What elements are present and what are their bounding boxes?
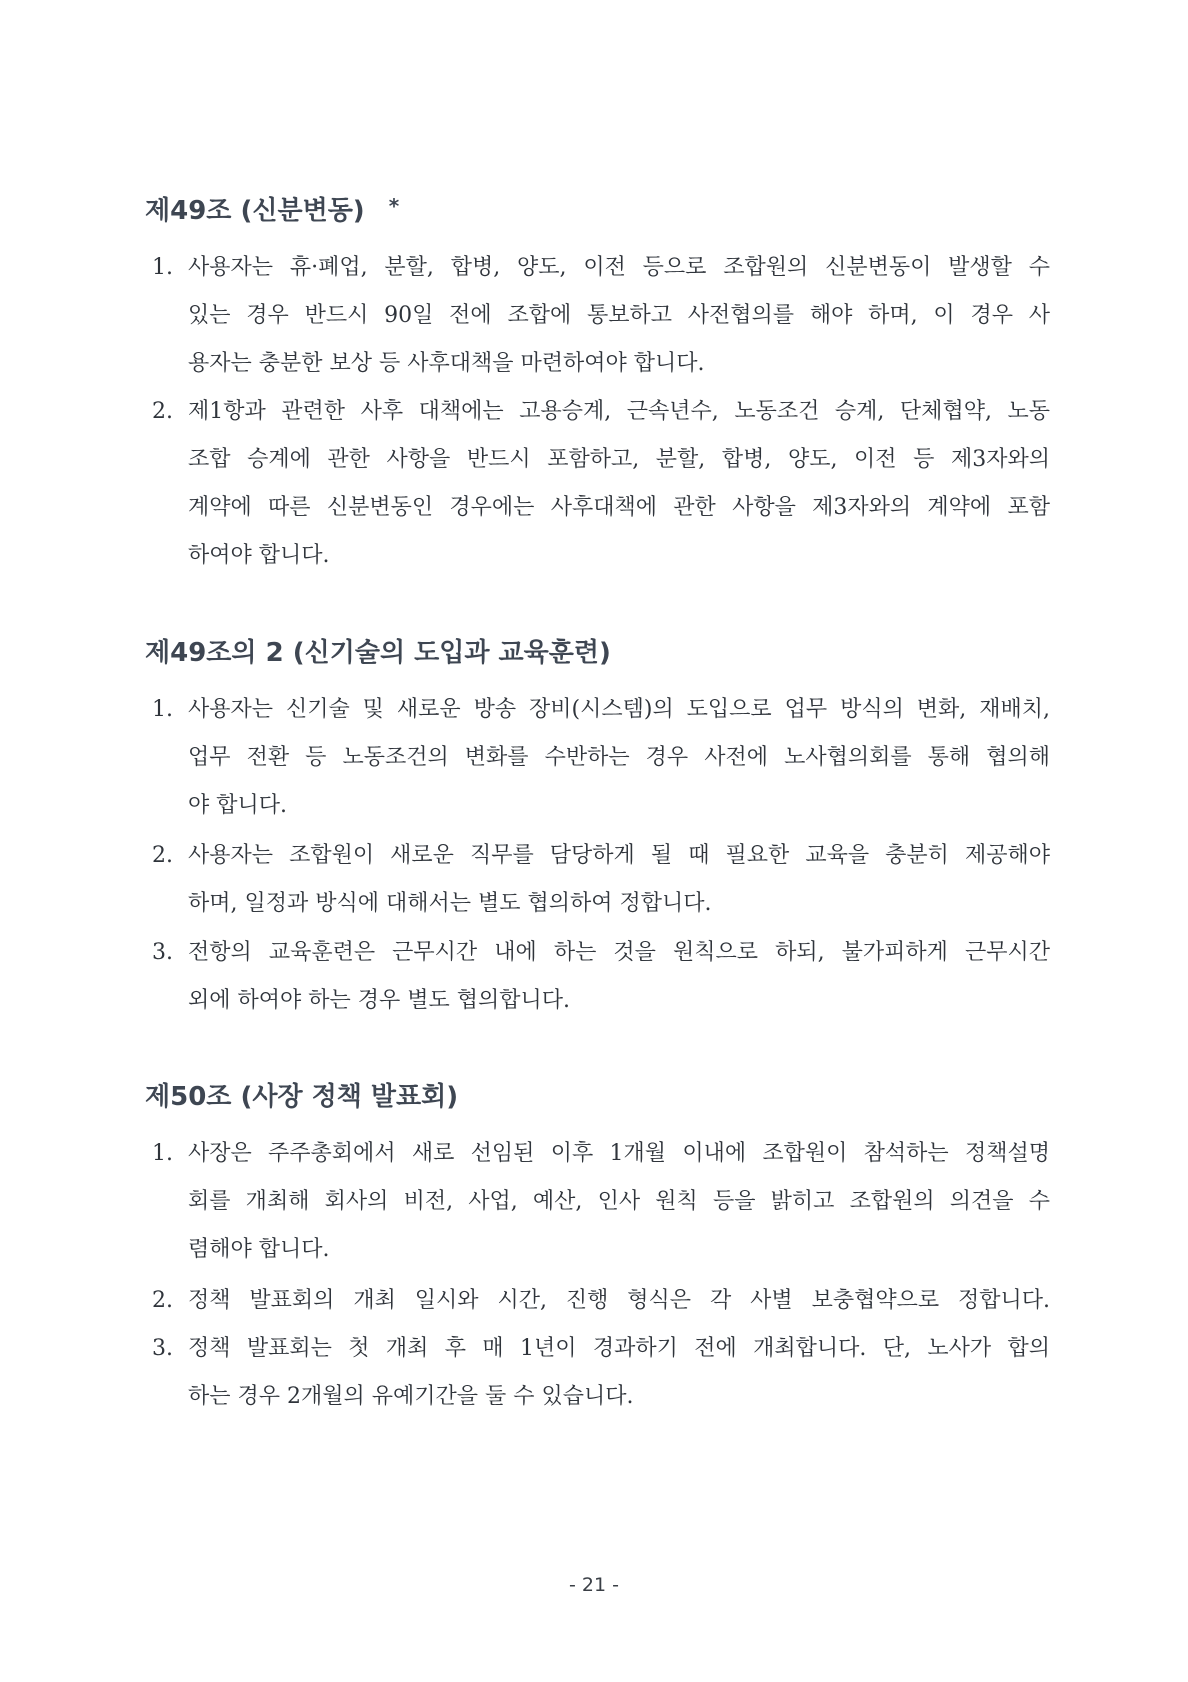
clause-line: 조합 승계에 관한 사항을 반드시 포함하고, 분할, 합병, 양도, 이전 등 제3자와의 bbox=[188, 447, 1050, 472]
clause-number: 3. bbox=[152, 1336, 173, 1361]
clause-line: 회를 개최해 회사의 비전, 사업, 예산, 인사 원칙 등을 밝히고 조합원의 의견을 수 bbox=[188, 1189, 1050, 1214]
clause-line: 사용자는 신기술 및 새로운 방송 장비(시스템)의 도입으로 업무 방식의 변화, 재배치, bbox=[188, 697, 1050, 722]
clause-line: 하며, 일정과 방식에 대해서는 별도 협의하여 정합니다. bbox=[188, 891, 712, 916]
clause-line: 있는 경우 반드시 90일 전에 조합에 통보하고 사전협의를 해야 하며, 이 경우 사 bbox=[188, 303, 1050, 328]
clause-line: 용자는 충분한 보상 등 사후대책을 마련하여야 합니다. bbox=[188, 351, 705, 376]
clause-line: 외에 하여야 하는 경우 별도 협의합니다. bbox=[188, 988, 570, 1013]
clause-49-2-2 bbox=[152, 832, 1050, 928]
clause-line: 제1항과 관련한 사후 대책에는 고용승계, 근속년수, 노동조건 승계, 단체협약, 노동 bbox=[188, 399, 1050, 424]
clause-line: 정책 발표회는 첫 개최 후 매 1년이 경과하기 전에 개최합니다. 단, 노사가 합의 bbox=[188, 1336, 1050, 1361]
page-number: - 21 - bbox=[569, 1574, 619, 1596]
asterisk-mark: * bbox=[388, 194, 400, 218]
clause-line: 야 합니다. bbox=[188, 793, 287, 818]
clause-line: 렴해야 합니다. bbox=[188, 1237, 330, 1262]
clause-line: 하는 경우 2개월의 유예기간을 둘 수 있습니다. bbox=[188, 1384, 634, 1409]
clause-50-2 bbox=[152, 1277, 1050, 1325]
clause-number: 1. bbox=[152, 255, 173, 280]
clause-49-2-1 bbox=[152, 686, 1050, 830]
section-title-49: 제49조 (신분변동) * bbox=[145, 194, 400, 226]
clause-line: 전항의 교육훈련은 근무시간 내에 하는 것을 원칙으로 하되, 불가피하게 근무시간 bbox=[188, 940, 1050, 965]
section-title-49-2: 제49조의 2 (신기술의 도입과 교육훈련) bbox=[145, 638, 611, 668]
clause-49-1 bbox=[152, 244, 1050, 388]
clause-50-3 bbox=[152, 1325, 1050, 1421]
clause-number: 1. bbox=[152, 697, 173, 722]
clause-49-2-3 bbox=[152, 929, 1050, 1025]
clause-50-1 bbox=[152, 1130, 1050, 1274]
clause-number: 3. bbox=[152, 940, 173, 965]
clause-number: 2. bbox=[152, 1288, 173, 1313]
clause-line: 사장은 주주총회에서 새로 선임된 이후 1개월 이내에 조합원이 참석하는 정책설명 bbox=[188, 1141, 1050, 1166]
clause-49-2 bbox=[152, 388, 1050, 580]
clause-line: 계약에 따른 신분변동인 경우에는 사후대책에 관한 사항을 제3자와의 계약에 포함 bbox=[188, 495, 1050, 520]
clause-line: 사용자는 휴·폐업, 분할, 합병, 양도, 이전 등으로 조합원의 신분변동이 발생할 수 bbox=[188, 255, 1050, 280]
section-title-50: 제50조 (사장 정책 발표회) bbox=[145, 1082, 459, 1112]
clause-line: 사용자는 조합원이 새로운 직무를 담당하게 될 때 필요한 교육을 충분히 제공해야 bbox=[188, 843, 1050, 868]
clause-number: 1. bbox=[152, 1141, 173, 1166]
clause-line: 정책 발표회의 개최 일시와 시간, 진행 형식은 각 사별 보충협약으로 정합니다. bbox=[188, 1288, 1050, 1313]
clause-line: 업무 전환 등 노동조건의 변화를 수반하는 경우 사전에 노사협의회를 통해 협의해 bbox=[188, 745, 1050, 770]
clause-line: 하여야 합니다. bbox=[188, 543, 330, 568]
clause-number: 2. bbox=[152, 399, 173, 424]
clause-number: 2. bbox=[152, 843, 173, 868]
